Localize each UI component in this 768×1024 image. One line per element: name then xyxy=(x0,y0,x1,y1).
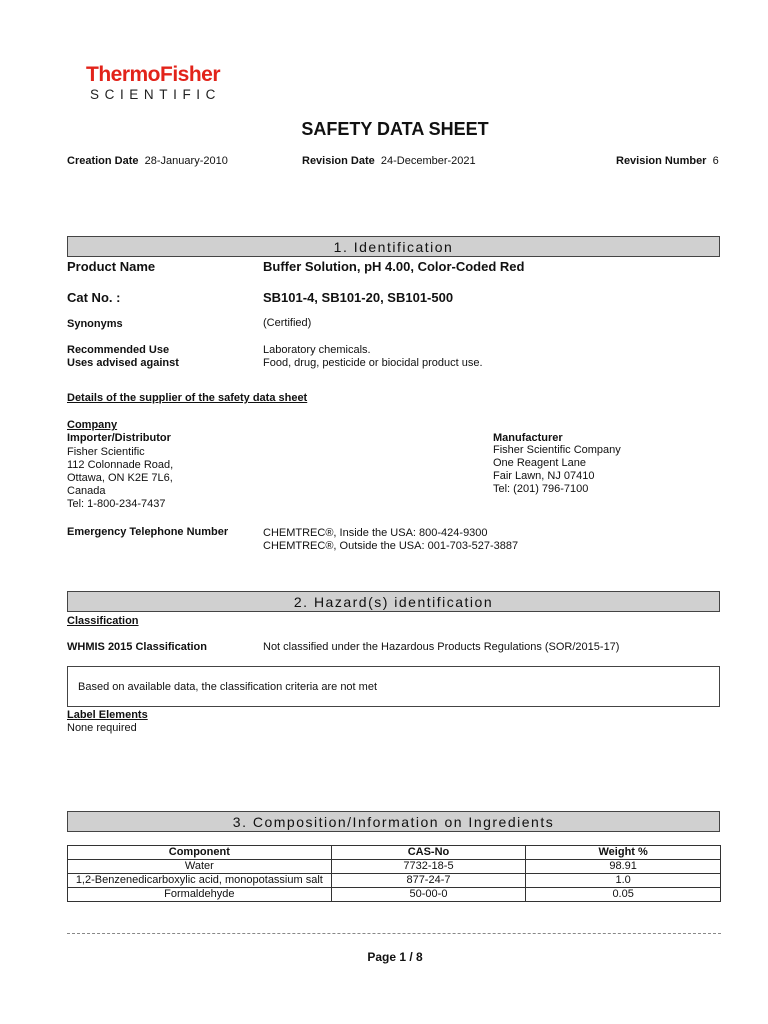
importer-line: Ottawa, ON K2E 7L6, xyxy=(67,472,173,484)
table-header-row xyxy=(68,846,721,860)
scientific-logo-text: SCIENTIFIC xyxy=(90,87,222,102)
manufacturer-line: Fair Lawn, NJ 07410 xyxy=(493,470,595,482)
column-header-component: Component xyxy=(68,846,332,860)
manufacturer-line: One Reagent Lane xyxy=(493,457,586,469)
weight-cell: 0.05 xyxy=(526,888,721,902)
whmis-label: WHMIS 2015 Classification xyxy=(67,641,207,653)
recommended-use-value: Laboratory chemicals. xyxy=(263,344,371,356)
emergency-phone-label: Emergency Telephone Number xyxy=(67,526,229,538)
document-title: SAFETY DATA SHEET xyxy=(301,119,489,139)
component-cell: Water xyxy=(68,860,332,874)
column-header-weight: Weight % xyxy=(526,846,721,860)
synonyms-label: Synonyms xyxy=(67,318,123,330)
revision-number-label: Revision Number xyxy=(616,155,707,167)
supplier-details-heading: Details of the supplier of the safety data sheet xyxy=(67,392,308,404)
manufacturer-label: Manufacturer xyxy=(493,432,563,444)
page-number: Page 1 / 8 xyxy=(367,950,423,964)
weight-cell: 98.91 xyxy=(526,860,721,874)
whmis-value: Not classified under the Hazardous Products Regulations (SOR/2015-17) xyxy=(263,641,620,653)
section-composition-bar: 3. Composition/Information on Ingredients xyxy=(67,811,720,832)
importer-address xyxy=(67,446,173,511)
manufacturer-address xyxy=(493,444,621,496)
creation-date xyxy=(67,155,228,167)
creation-date-value: 28-January-2010 xyxy=(144,155,228,167)
manufacturer-line: Fisher Scientific Company xyxy=(493,444,621,456)
importer-phone: Tel: 1-800-234-7437 xyxy=(67,498,166,510)
cat-no-value: SB101-4, SB101-20, SB101-500 xyxy=(263,290,454,305)
cas-cell: 7732-18-5 xyxy=(331,860,526,874)
footer-divider xyxy=(67,933,721,934)
chemtrec-outside-usa: CHEMTREC®, Outside the USA: 001-703-527-3887 xyxy=(263,540,519,552)
company-label: Company xyxy=(67,419,118,431)
revision-number xyxy=(616,155,719,167)
thermofisher-logo: ThermoFisher xyxy=(86,63,221,86)
column-header-cas: CAS-No xyxy=(331,846,526,860)
component-cell: 1,2-Benzenedicarboxylic acid, monopotassium salt xyxy=(68,874,332,888)
product-name-value: Buffer Solution, pH 4.00, Color-Coded Red xyxy=(263,259,525,274)
table-row xyxy=(68,888,721,902)
uses-advised-against-label: Uses advised against xyxy=(67,357,179,369)
importer-label: Importer/Distributor xyxy=(67,432,171,444)
cas-cell: 50-00-0 xyxy=(331,888,526,902)
classification-note-box xyxy=(67,666,720,707)
creation-date-label: Creation Date xyxy=(67,155,139,167)
chemtrec-inside-usa: CHEMTREC®, Inside the USA: 800-424-9300 xyxy=(263,527,488,539)
manufacturer-phone: Tel: (201) 796-7100 xyxy=(493,483,589,495)
weight-cell: 1.0 xyxy=(526,874,721,888)
label-elements-heading: Label Elements xyxy=(67,709,148,721)
section-hazards-bar: 2. Hazard(s) identification xyxy=(67,591,720,612)
section-identification-bar: 1. Identification xyxy=(67,236,720,257)
classification-note: Based on available data, the classification criteria are not met xyxy=(78,681,377,693)
component-cell: Formaldehyde xyxy=(68,888,332,902)
synonyms-value: (Certified) xyxy=(263,317,312,329)
uses-advised-against-value: Food, drug, pesticide or biocidal product use. xyxy=(263,357,483,369)
revision-date-label: Revision Date xyxy=(302,155,375,167)
importer-line: Fisher Scientific xyxy=(67,446,145,458)
label-elements-value: None required xyxy=(67,722,137,734)
product-name-label: Product Name xyxy=(67,259,156,274)
revision-number-value: 6 xyxy=(712,155,719,167)
importer-line: Canada xyxy=(67,485,106,497)
revision-date xyxy=(302,155,476,167)
composition-table xyxy=(67,845,721,902)
table-row xyxy=(68,874,721,888)
table-row xyxy=(68,860,721,874)
importer-line: 112 Colonnade Road, xyxy=(67,459,174,471)
cas-cell: 877-24-7 xyxy=(331,874,526,888)
cat-no-label: Cat No. : xyxy=(67,290,121,305)
classification-heading: Classification xyxy=(67,615,139,627)
emergency-phone-lines xyxy=(263,527,518,553)
revision-date-value: 24-December-2021 xyxy=(380,155,476,167)
recommended-use-label: Recommended Use xyxy=(67,344,170,356)
